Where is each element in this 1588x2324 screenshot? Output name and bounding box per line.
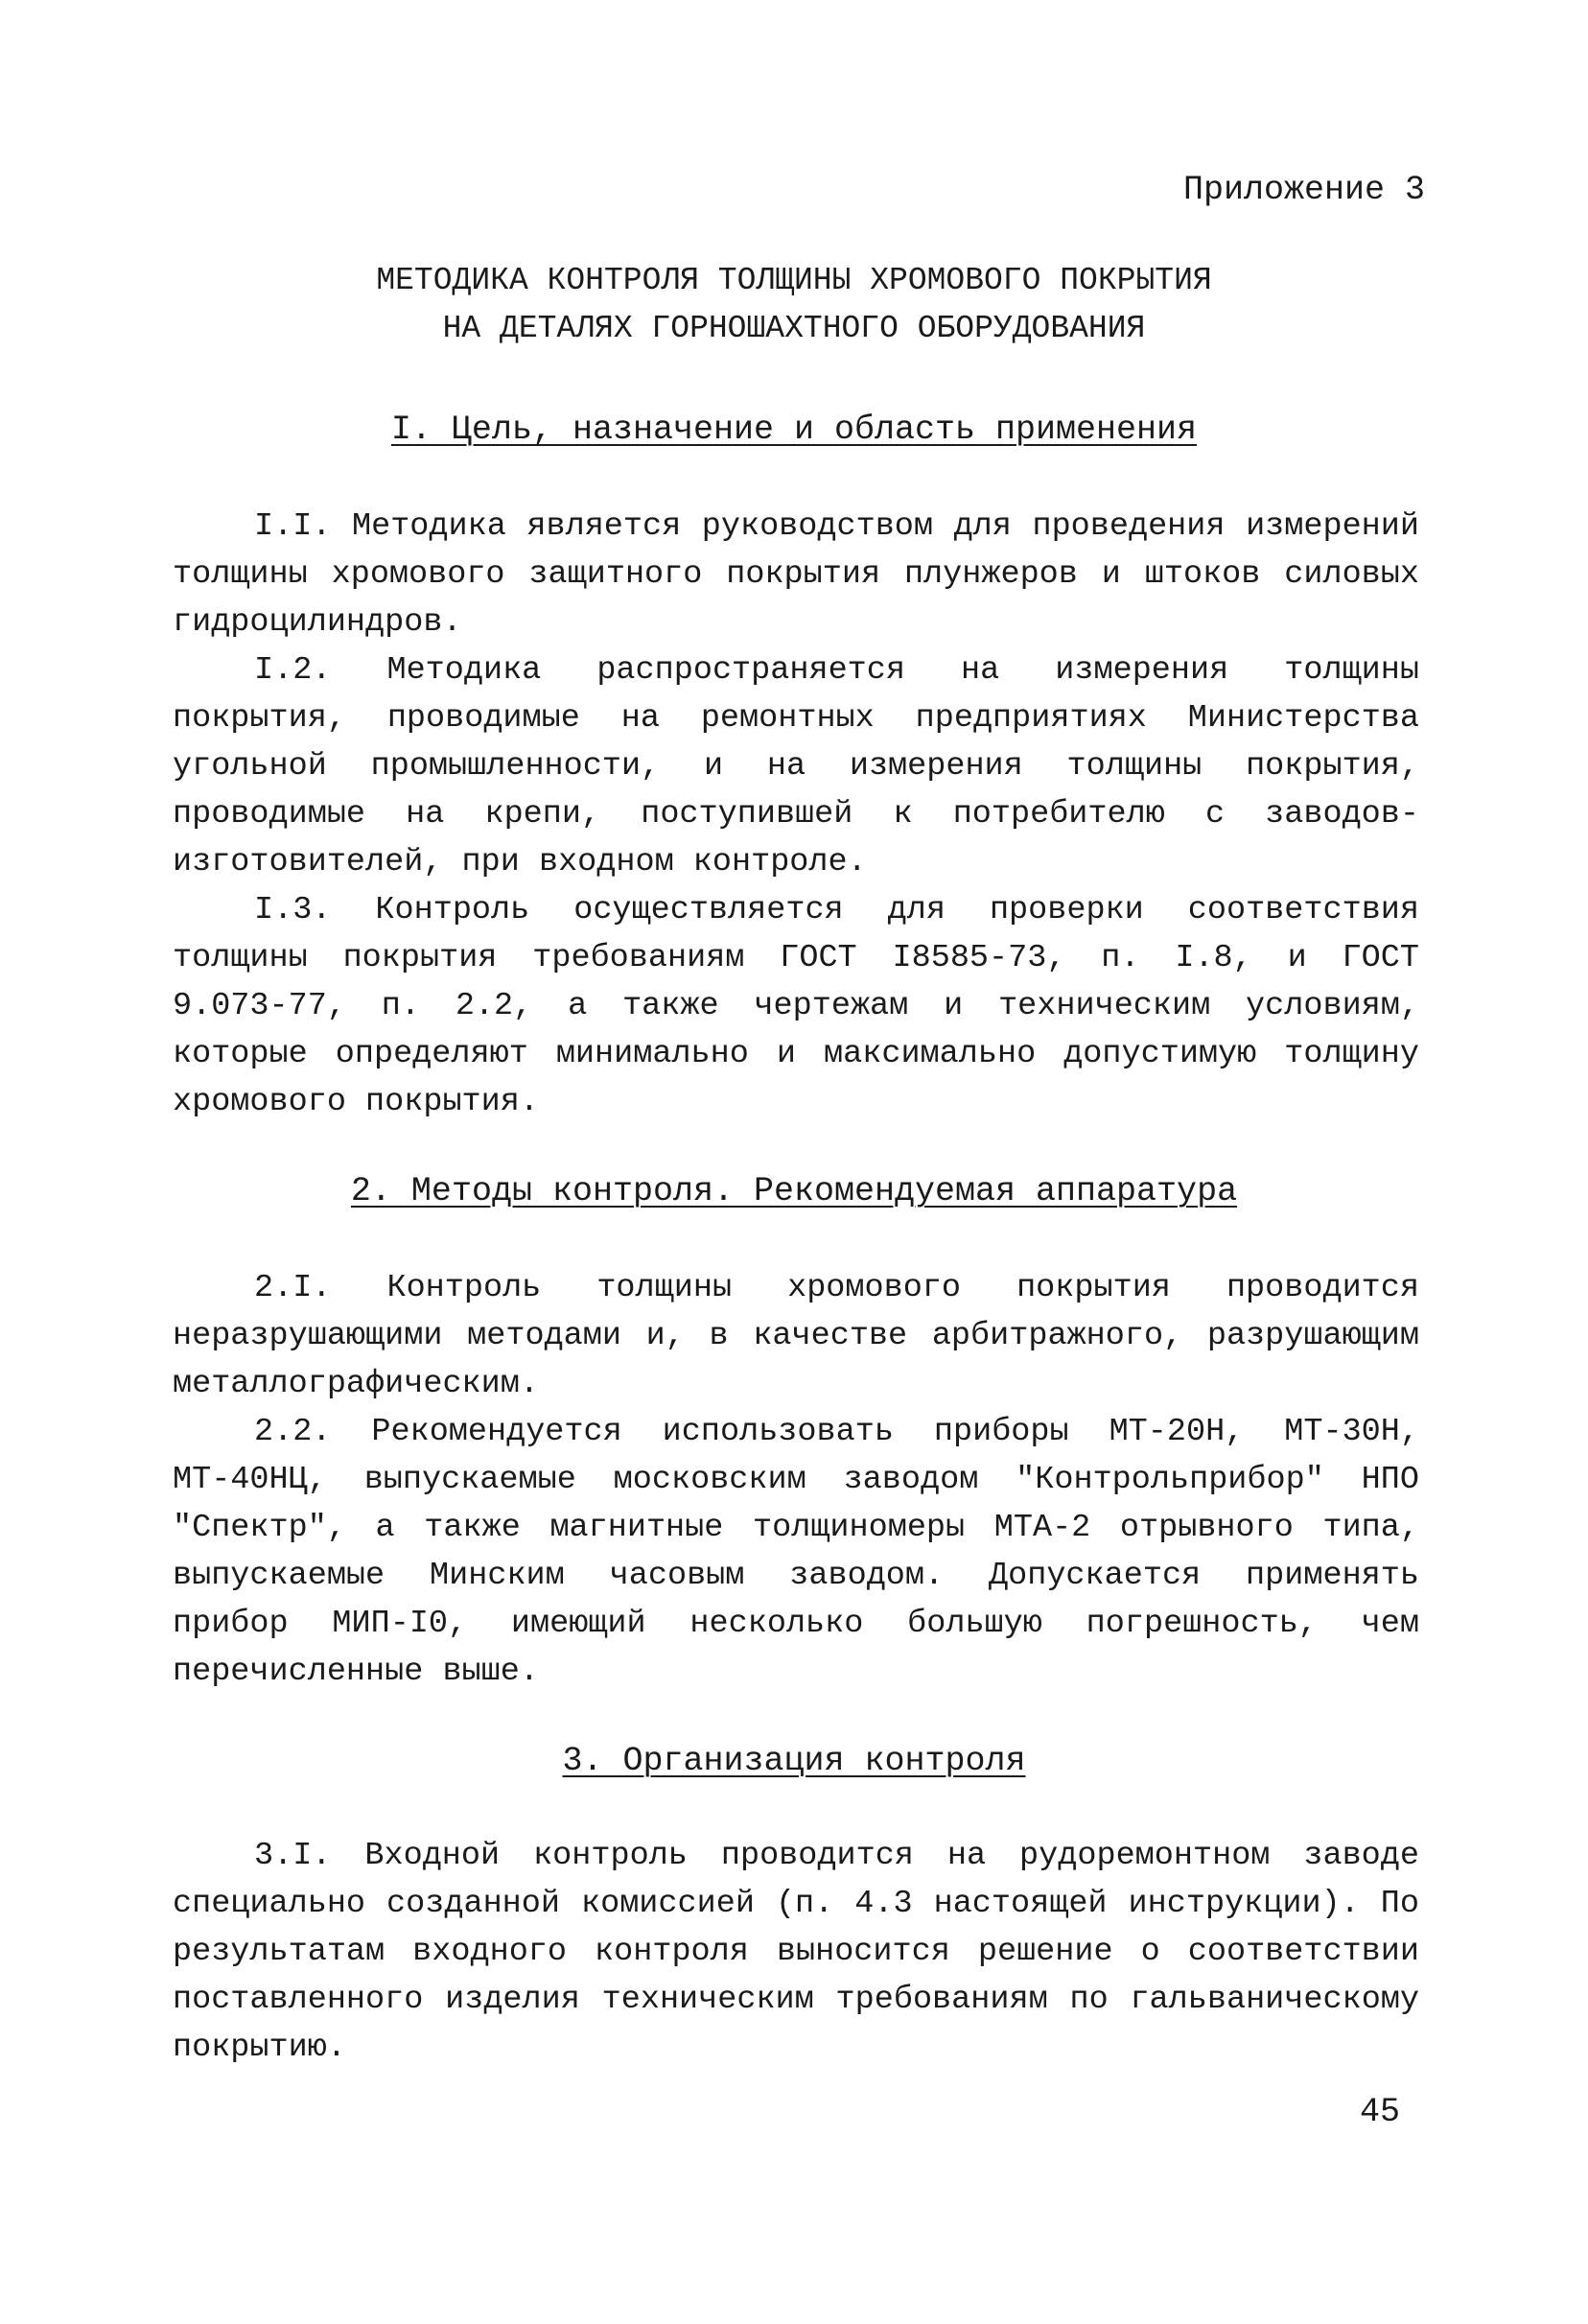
title-line-2: НА ДЕТАЛЯХ ГОРНОШАХТНОГО ОБОРУДОВАНИЯ: [442, 311, 1146, 346]
title-line-1: МЕТОДИКА КОНТРОЛЯ ТОЛЩИНЫ ХРОМОВОГО ПОКРЫТИЯ: [376, 263, 1212, 298]
paragraph-1-2: I.2. Методика распространяется на измерения толщины покрытия, проводимые на ремонтных предприятиях Министерства угольной промышленности, и на измерения толщины покрытия, проводимые на крепи, поступившей к потребителю с заводов-изготовителей, при входном контроле.: [173, 652, 1419, 880]
document-title: [0, 257, 1588, 353]
page-number: 45: [1359, 2093, 1400, 2131]
paragraph-1-3: I.3. Контроль осуществляется для проверки соответствия толщины покрытия требованиям ГОСТ I8585-73, п. I.8, и ГОСТ 9.073-77, п. 2.2, а также чертежам и техническим условиям, которые определяют минимально и максимально допустимую толщину хромового покрытия.: [173, 892, 1419, 1120]
paragraph-1-1: I.I. Методика является руководством для проведения измерений толщины хромового защитного покрытия плунжеров и штоков силовых гидроцилиндров.: [173, 508, 1419, 641]
paragraph-2-1: 2.I. Контроль толщины хромового покрытия проводится неразрушающими методами и, в качестве арбитражного, разрушающим металлографическим.: [173, 1270, 1419, 1402]
appendix-label: Приложение 3: [1182, 171, 1425, 209]
paragraph-3-1: 3.I. Входной контроль проводится на рудоремонтном заводе специально созданной комиссией (п. 4.3 настоящей инструкции). По результатам входного контроля выносится решение о соответствии поставленного изделия техническим требованиям по гальваническому покрытию.: [173, 1838, 1419, 2066]
section-1-heading: I. Цель, назначение и область применения: [390, 411, 1198, 449]
section-2-heading: 2. Методы контроля. Рекомендуемая аппаратура: [350, 1172, 1238, 1210]
paragraph-2-2: 2.2. Рекомендуется использовать приборы МТ-20Н, МТ-30Н, МТ-40НЦ, выпускаемые московским заводом "Контрольприбор" НПО "Спектр", а также магнитные толщиномеры МТА-2 отрывного типа, выпускаемые Минским часовым заводом. Допускается применять прибор МИП-I0, имеющий несколько большую погрешность, чем перечисленные выше.: [173, 1414, 1419, 1690]
section-3-heading: 3. Организация контроля: [562, 1742, 1026, 1780]
